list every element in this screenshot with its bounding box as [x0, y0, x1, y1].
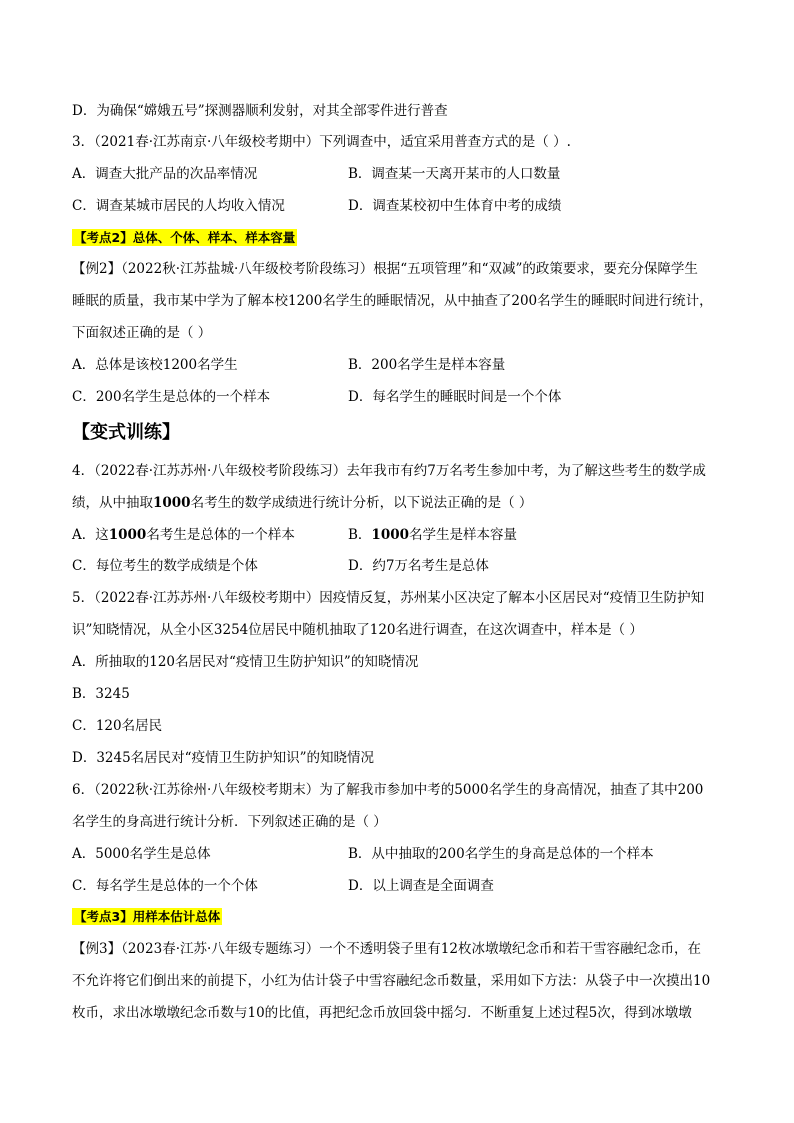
example-2-line-3: 下面叙述正确的是（ ） [72, 325, 212, 341]
example-2-option-b: B．200名学生是样本容量 [348, 357, 506, 373]
example-2-line-1: 【例2】（2022秋·江苏盐城·八年级校考阶段练习）根据“五项管理”和“双减”的政策要求，要充分保障学生 [72, 261, 698, 277]
example-2-option-a: A．总体是该校1200名学生 [72, 357, 238, 373]
q4-option-c: C．每位考生的数学成绩是个体 [72, 558, 258, 574]
q4-line-2: 绩，从中抽取1000名考生的数学成绩进行统计分析，以下说法正确的是（ ） [72, 495, 533, 511]
example-2-option-d: D．每名学生的睡眠时间是一个个体 [348, 389, 562, 405]
q4-option-a: A．这1000名考生是总体的一个样本 [72, 527, 295, 543]
q6-option-c: C．每名学生是总体的一个个体 [72, 878, 258, 894]
q6-line-2: 名学生的身高进行统计分析．下列叙述正确的是（ ） [72, 814, 387, 830]
example-2-line-2: 睡眠的质量，我市某中学为了解本校1200名学生的睡眠情况，从中抽查了200名学生的睡眠时间进行统计， [72, 293, 713, 309]
q5-option-d: D．3245名居民对“疫情卫生防护知识”的知晓情况 [72, 750, 374, 766]
q6-option-d: D．以上调查是全面调查 [348, 878, 494, 894]
q3-option-b: B．调查某一天离开某市的人口数量 [348, 166, 561, 182]
q6-line-1: 6．（2022秋·江苏徐州·八年级校考期末）为了解我市参加中考的5000名学生的身高情况，抽查了其中200 [72, 782, 704, 798]
variant-training-heading: 【变式训练】 [72, 422, 180, 443]
q5-line-1: 5．（2022春·江苏苏州·八年级校考期中）因疫情反复，苏州某小区决定了解本小区居民对“疫情卫生防护知 [72, 590, 705, 606]
q6-option-a: A．5000名学生是总体 [72, 846, 211, 862]
q5-line-2: 识”知晓情况，从全小区3254位居民中随机抽取了120名进行调查，在这次调查中，样本是（ ） [72, 622, 643, 638]
q3-option-c: C．调查某城市居民的人均收入情况 [72, 198, 285, 214]
q5-option-b: B．3245 [72, 686, 130, 702]
example-2-option-c: C．200名学生是总体的一个样本 [72, 389, 271, 405]
q3-stem: 3．（2021春·江苏南京·八年级校考期中）下列调查中，适宜采用普查方式的是（ ）. [72, 134, 571, 150]
q2-option-d: D．为确保“嫦娥五号”探测器顺利发射，对其全部零件进行普查 [72, 103, 448, 119]
q3-option-a: A．调查大批产品的次品率情况 [72, 166, 258, 182]
q4-option-b: B．1000名学生是样本容量 [348, 527, 517, 543]
knowledge-point-2-tag: 【考点2】总体、个体、样本、样本容量 [74, 230, 296, 245]
q6-option-b: B．从中抽取的200名学生的身高是总体的一个样本 [348, 846, 654, 862]
q5-option-c: C．120名居民 [72, 718, 163, 734]
example-3-line-3: 枚币，求出冰墩墩纪念币数与10的比值，再把纪念币放回袋中摇匀．不断重复上述过程5次，得到冰墩墩 [72, 1005, 692, 1021]
example-3-line-2: 不允许将它们倒出来的前提下，小红为估计袋子中雪容融纪念币数量，采用如下方法：从袋子中一次摸出10 [72, 973, 711, 989]
example-3-line-1: 【例3】（2023春·江苏·八年级专题练习）一个不透明袋子里有12枚冰墩墩纪念币和若干雪容融纪念币，在 [72, 941, 701, 957]
knowledge-point-3-tag: 【考点3】用样本估计总体 [74, 909, 221, 924]
q4-line-1: 4．（2022春·江苏苏州·八年级校考阶段练习）去年我市有约7万名考生参加中考，为了解这些考生的数学成 [72, 463, 706, 479]
q5-option-a: A．所抽取的120名居民对“疫情卫生防护知识”的知晓情况 [72, 654, 419, 670]
q4-option-d: D．约7万名考生是总体 [348, 558, 489, 574]
q3-option-d: D．调查某校初中生体育中考的成绩 [348, 198, 562, 214]
